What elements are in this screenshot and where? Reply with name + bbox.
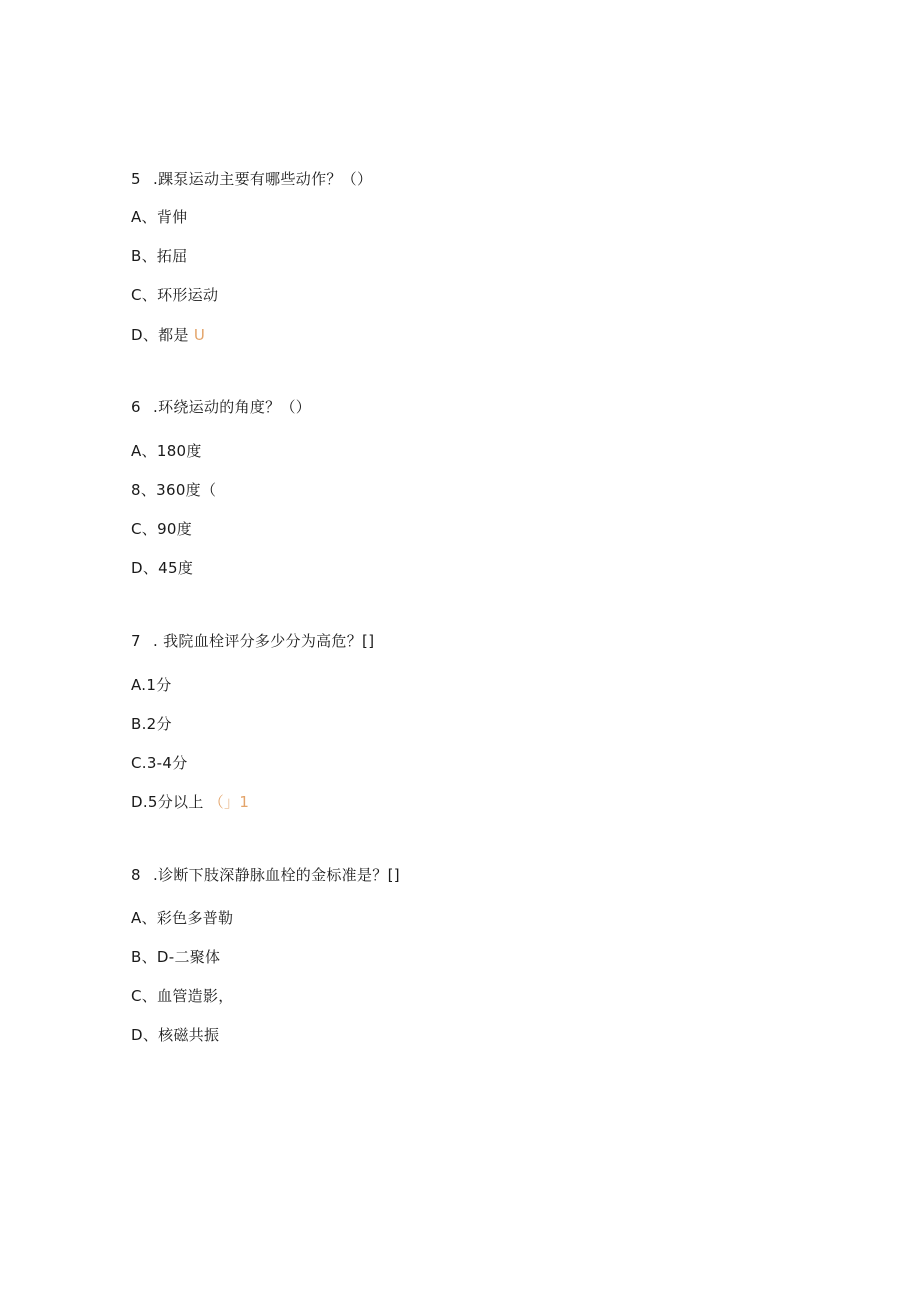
question-7-option-a [131, 675, 172, 695]
question-5-option-c [131, 285, 218, 305]
option-text: A、180度 [131, 442, 202, 460]
question-text: .环绕运动的角度？（） [153, 398, 312, 416]
option-text: C、环形运动 [131, 286, 219, 304]
option-text: C、血管造影， [131, 987, 234, 1005]
question-7-option-d [131, 792, 249, 812]
option-text: B、拓屈 [131, 247, 188, 265]
option-text: B.2分 [131, 715, 172, 733]
question-8-stem [131, 865, 400, 885]
question-7-option-c [131, 753, 188, 773]
option-text: D、45度 [131, 559, 194, 577]
question-text: . 我院血栓评分多少分为高危？[] [153, 632, 375, 650]
handwritten-mark: U [193, 326, 206, 344]
option-text: D、都是 [131, 326, 189, 344]
option-text: 8、360度（ [131, 481, 217, 499]
handwritten-mark: （」1 [208, 793, 250, 811]
question-5-option-b [131, 246, 188, 266]
option-text: A.1分 [131, 676, 172, 694]
option-text: B、D-二聚体 [131, 948, 221, 966]
question-8-option-a [131, 908, 233, 928]
question-number: 8 [131, 866, 141, 884]
question-6-option-c [131, 519, 192, 539]
option-text: D.5分以上 [131, 793, 204, 811]
option-text: A、背伸 [131, 208, 188, 226]
option-text: D、核磁共振 [131, 1026, 220, 1044]
question-6-stem [131, 397, 311, 417]
option-text: C、90度 [131, 520, 193, 538]
question-text: .踝泵运动主要有哪些动作？（） [153, 170, 373, 188]
question-6-option-b [131, 480, 216, 500]
question-5-option-a [131, 207, 187, 227]
question-number: 5 [131, 170, 141, 188]
question-8-option-d [131, 1025, 219, 1045]
option-text: A、彩色多普勒 [131, 909, 234, 927]
option-text: C.3-4分 [131, 754, 188, 772]
question-number: 7 [131, 632, 141, 650]
question-5-stem [131, 169, 372, 189]
question-text: .诊断下肢深静脉血栓的金标准是？[] [153, 866, 400, 884]
question-6-option-a [131, 441, 202, 461]
question-number: 6 [131, 398, 141, 416]
question-8-option-b [131, 947, 220, 967]
question-7-option-b [131, 714, 172, 734]
question-5-option-d [131, 325, 205, 345]
question-7-stem [131, 631, 374, 651]
question-6-option-d [131, 558, 193, 578]
question-8-option-c [131, 986, 234, 1006]
